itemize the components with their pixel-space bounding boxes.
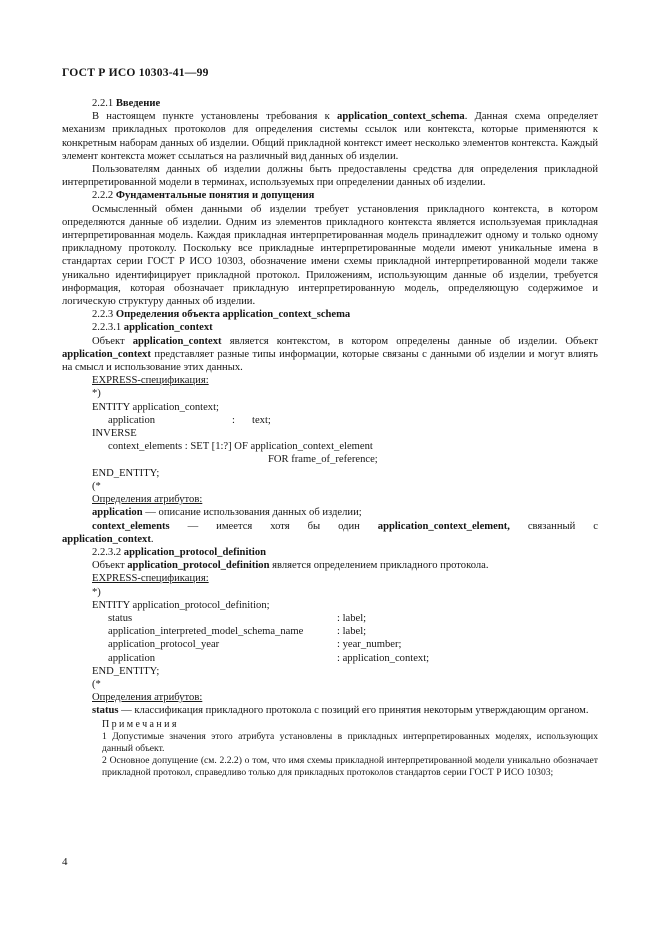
attribute-definition: application — описание использования данных об изделии; (92, 507, 362, 519)
entity-attribute-row: status : label; (108, 612, 367, 624)
section-heading-2-2-2: 2.2.2 Фундаментальные понятия и допущения (92, 190, 315, 202)
attribute-definition-cont: application_context. (62, 533, 154, 545)
entity-declaration: ENTITY application_context; (92, 401, 219, 413)
entity-attribute-row: application : application_context; (108, 652, 430, 664)
paragraph: Объект application_context является контекстом, в котором определены данные об изделии. Объект application_context представляет разные типы информации, которые связаны с данными об изделии и могут влиять на смысл и использование этих данных. (62, 335, 598, 374)
inverse-attribute-cont: FOR frame_of_reference; (268, 454, 378, 466)
express-close: (* (92, 678, 101, 690)
entity-attribute-row: application_protocol_year : year_number; (108, 639, 402, 651)
attribute-definitions-label: Определения атрибутов: (92, 494, 203, 506)
document-header: ГОСТ Р ИСО 10303-41—99 (62, 66, 209, 79)
express-spec-label: EXPRESS-спецификация: (92, 573, 209, 585)
express-close: (* (92, 480, 101, 492)
express-open: *) (92, 388, 101, 400)
paragraph: Пользователям данных об изделии должны быть предоставлены средства для определения прикладной интерпретированной модели в терминах, используемых при определении данных об изделии. (62, 164, 598, 189)
note-1: 1 Допустимые значения этого атрибута установлены в прикладных интерпретированных моделях, использующих данный объект. (102, 730, 598, 754)
attribute-definition: status — классификация прикладного протокола с позиций его принятия некоторым утверждающим органом. (92, 705, 589, 717)
note-2: 2 Основное допущение (см. 2.2.2) о том, что имя схемы прикладной интерпретированной модели уникально обозначает прикладной протокол, справедливо только для прикладных протоколов стандартов серии ГОСТ Р ИСО 10303; (102, 754, 598, 778)
express-spec-label: EXPRESS-спецификация: (92, 375, 209, 387)
entity-attribute-row: application : text; (108, 414, 271, 426)
inverse-attribute: context_elements : SET [1:?] OF application_context_element (108, 441, 373, 453)
entity-end: END_ENTITY; (92, 467, 160, 479)
section-heading-2-2-3: 2.2.3 Определения объекта application_context_schema (92, 309, 351, 321)
section-heading-2-2-3-2: 2.2.3.2 application_protocol_definition (92, 546, 267, 558)
inverse-keyword: INVERSE (92, 428, 137, 440)
paragraph: Осмысленный обмен данными об изделии требует установления прикладного контекста, в котором определяются данные об изделии. Одним из элементов прикладного контекста является используемая прикладная интерпретированная модель. Каждая прикладная интерпретированная модель принадлежит одному и только одному прикладному протоколу. Поскольку все прикладные интерпретированные модели имеют уникальные имена в стандартах серии ГОСТ Р ИСО 10303, обозначение имени схемы прикладной интерпретированной модели также уникально идентифицирует прикладной протокол. Приложениям, использующим данные об изделии, требуется информация, которая обозначает прикладную интерпретированную модель, определяющую содержимое и логическую структуру данных об изделии. (62, 203, 598, 308)
page-number: 4 (62, 856, 68, 868)
notes-heading: Примечания (102, 718, 179, 730)
entity-end: END_ENTITY; (92, 665, 160, 677)
section-heading-2-2-1: 2.2.1 Введение (92, 98, 161, 109)
paragraph: Объект application_protocol_definition является определением прикладного протокола. (92, 560, 489, 572)
document-body (62, 97, 598, 779)
paragraph: В настоящем пункте установлены требования к application_context_schema. Данная схема определяет механизм прикладных протоколов для определения системы ссылок или контекста, которые применяются к конкретным наборам данных об изделии. Общий прикладной контекст имеет несколько элементов контекста. Каждый элемент контекста может ссылаться на различный вид данных об изделии. (62, 111, 598, 162)
attribute-definition: context_elements — имеется хотя бы один application_context_element, связанный с (92, 520, 598, 532)
express-open: *) (92, 586, 101, 598)
section-heading-2-2-3-1: 2.2.3.1 application_context (92, 322, 213, 334)
entity-declaration: ENTITY application_protocol_definition; (92, 599, 270, 611)
attribute-definitions-label: Определения атрибутов: (92, 692, 203, 704)
entity-attribute-row: application_interpreted_model_schema_name : label; (108, 626, 367, 638)
